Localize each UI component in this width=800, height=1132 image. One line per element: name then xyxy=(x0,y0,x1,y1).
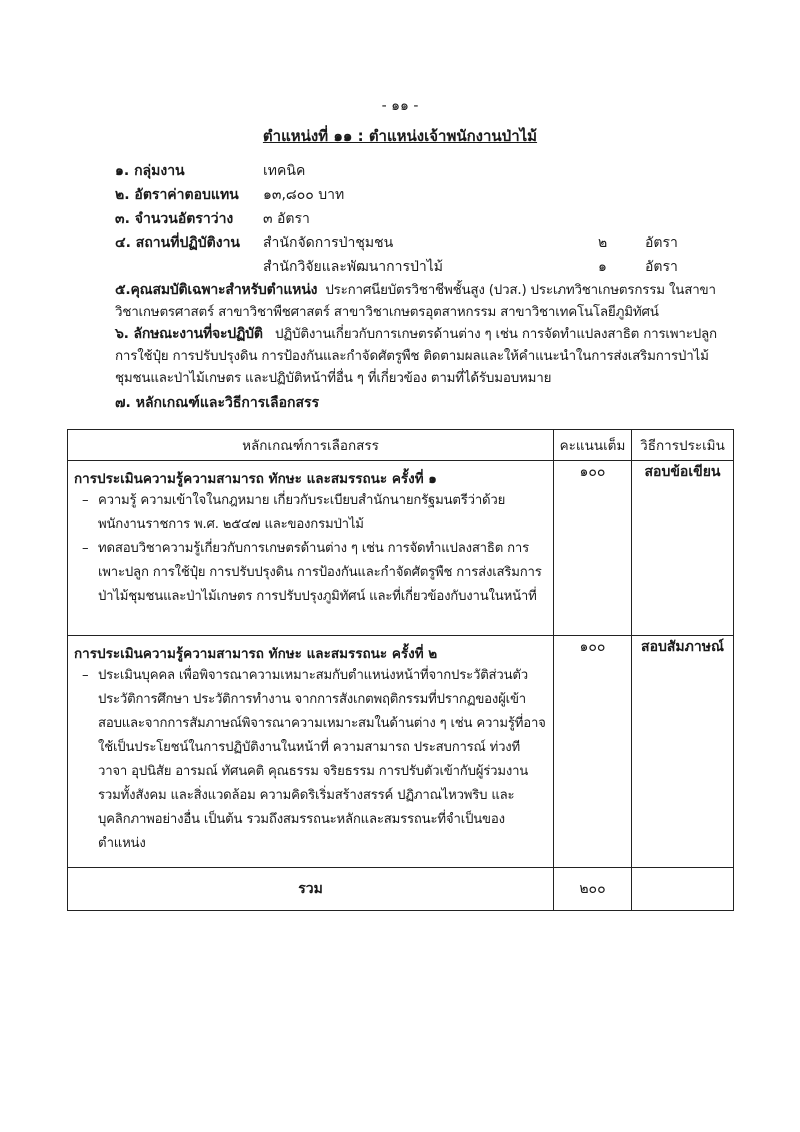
dash-icon: – xyxy=(82,668,89,683)
dash-icon: – xyxy=(82,493,89,508)
qualifications-section xyxy=(115,279,735,324)
score-cell: ๑๐๐ xyxy=(554,461,632,636)
bullet-item: – ประเมินบุคคล เพื่อพิจารณาความเหมาะสมกับตำแหน่งหน้าที่จากประวัติส่วนตัวประวัติการศึกษา ประวัติการทำงาน จากการสังเกตพฤติกรรมที่ปรากฏของผู้เข้าสอบและจากการสัมภาษณ์พิจารณาความเหมาะสมในด้านต่าง ๆ เช่น ความรู้ที่อาจใช้เป็นประโยชน์ในการปฏิบัติงานในหน้าที่ ความสามารถ ประสบการณ์ ท่วงทีวาจา อุปนิสัย อารมณ์ ทัศนคติ คุณธรรม จริยธรรม การปรับตัวเข้ากับผู้ร่วมงาน รวมทั้งสังคม และสิ่งแวดล้อม ความคิดริเริ่มสร้างสรรค์ ปฏิภาณไหวพริบ และบุคลิกภาพอย่างอื่น เป็นต้น รวมถึงสมรรถนะหลักและสมรรถนะที่จำเป็นของตำแหน่ง xyxy=(68,664,549,856)
bullet-item: – ทดสอบวิชาความรู้เกี่ยวกับการเกษตรด้านต่าง ๆ เช่น การจัดทำแปลงสาธิต การเพาะปลูก การใช้ปุ๋ย การปรับปรุงดิน การป้องกันและกำจัดศัตรูพืช การส่งเสริมการป่าไม้ชุมชนและป่าไม้เกษตร การปรับปรุงภูมิทัศน์ และที่เกี่ยวข้องกับงานในหน้าที่ xyxy=(68,537,549,609)
workplace-location-1: สำนักจัดการป่าชุมชน xyxy=(263,235,394,251)
workplace-location-2: สำนักวิจัยและพัฒนาการป่าไม้ xyxy=(263,259,444,275)
table-row xyxy=(68,636,734,868)
workplace-label: ๔. สถานที่ปฏิบัติงาน xyxy=(115,235,241,251)
duties-section xyxy=(115,323,735,390)
criteria-label: ๗. หลักเกณฑ์และวิธีการเลือกสรร xyxy=(115,395,320,411)
header-criteria: หลักเกณฑ์การเลือกสรร xyxy=(68,430,554,461)
total-row xyxy=(68,868,734,911)
dash-icon: – xyxy=(82,541,89,556)
duties-label: ๖. ลักษณะงานที่จะปฏิบัติ xyxy=(115,326,263,342)
page-number: - ๑๑ - xyxy=(381,98,419,114)
workplace-unit-1: อัตรา xyxy=(645,235,678,251)
row-title: การประเมินความรู้ความสามารถ ทักษะ และสมรรถนะ ครั้งที่ ๒ xyxy=(74,646,438,662)
salary-label: ๒. อัตราค่าตอบแทน xyxy=(115,187,239,203)
total-method xyxy=(632,868,734,911)
qualifications-text: ประกาศนียบัตรวิชาชีพชั้นสูง (ปวส.) ประเภทวิชาเกษตรกรรม ในสาขาวิชาเกษตรศาสตร์ สาขาวิชาพืชศาสตร์ สาขาวิชาเกษตรอุตสาหกรรม สาขาวิชาเทคโนโลยีภูมิทัศน์ xyxy=(115,283,716,320)
criteria-cell xyxy=(68,461,554,636)
header-score: คะแนนเต็ม xyxy=(554,430,632,461)
row-title: การประเมินความรู้ความสามารถ ทักษะ และสมรรถนะ ครั้งที่ ๑ xyxy=(74,471,437,487)
method-cell: สอบสัมภาษณ์ xyxy=(632,636,734,868)
group-label: ๑. กลุ่มงาน xyxy=(115,163,185,179)
salary-value: ๑๓,๘๐๐ บาท xyxy=(263,187,345,203)
method-cell: สอบข้อเขียน xyxy=(632,461,734,636)
bullet-item: – ความรู้ ความเข้าใจในกฎหมาย เกี่ยวกับระเบียบสำนักนายกรัฐมนตรีว่าด้วยพนักงานราชการ พ.ศ. ๒๕๔๗ และของกรมป่าไม้ xyxy=(68,489,549,537)
workplace-unit-2: อัตรา xyxy=(645,259,678,275)
table-row xyxy=(68,461,734,636)
duties-text: ปฏิบัติงานเกี่ยวกับการเกษตรด้านต่าง ๆ เช่น การจัดทำแปลงสาธิต การเพาะปลูก การใช้ปุ๋ย การปรับปรุงดิน การป้องกันและกำจัดศัตรูพืช ติดตามผลและให้คำแนะนำในการส่งเสริมการป่าไม้ชุมชนและป่าไม้เกษตร และปฏิบัติหน้าที่อื่น ๆ ที่เกี่ยวข้อง ตามที่ได้รับมอบหมาย xyxy=(115,327,717,386)
workplace-count-1: ๒ xyxy=(598,235,608,251)
table-header-row xyxy=(68,430,734,461)
vacancies-label: ๓. จำนวนอัตราว่าง xyxy=(115,211,234,227)
page-title: ตำแหน่งที่ ๑๑ : ตำแหน่งเจ้าพนักงานป่าไม้ xyxy=(262,127,538,145)
vacancies-value: ๓ อัตรา xyxy=(263,211,310,227)
qualifications-label: ๕.คุณสมบัติเฉพาะสำหรับตำแหน่ง xyxy=(115,282,318,298)
workplace-count-2: ๑ xyxy=(598,259,607,275)
criteria-cell xyxy=(68,636,554,868)
criteria-table xyxy=(67,429,734,911)
total-score: ๒๐๐ xyxy=(554,868,632,911)
total-label: รวม xyxy=(68,868,554,911)
header-method: วิธีการประเมิน xyxy=(632,430,734,461)
group-value: เทคนิค xyxy=(263,163,306,179)
score-cell: ๑๐๐ xyxy=(554,636,632,868)
